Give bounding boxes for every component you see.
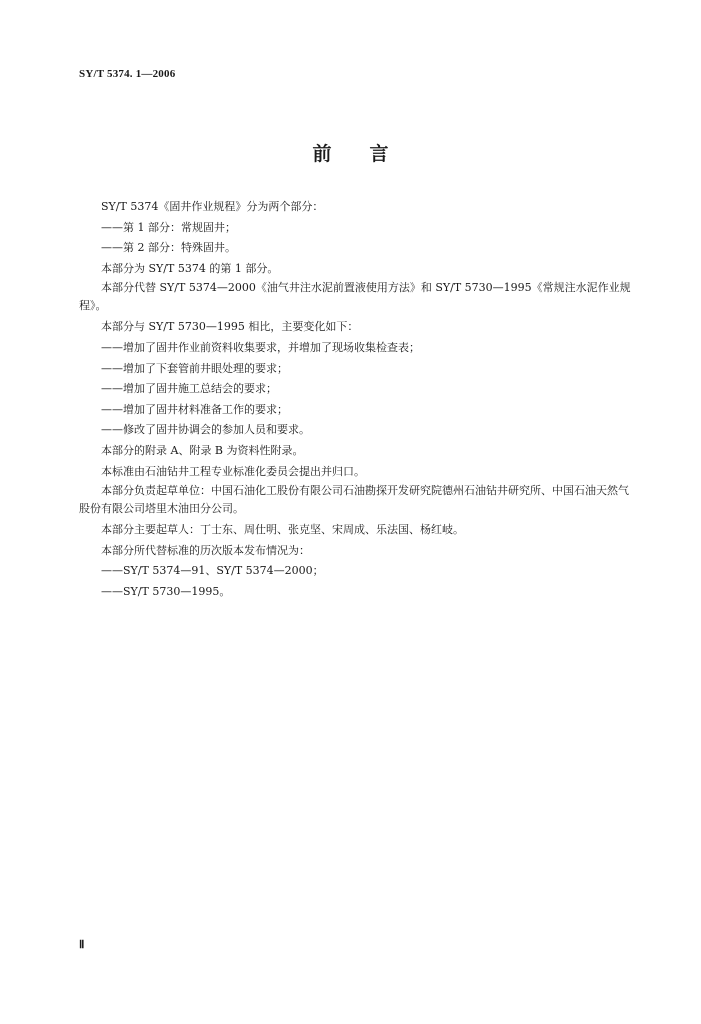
paragraph: 本部分主要起草人：丁士东、周仕明、张克坚、宋周成、乐法国、杨红岐。 xyxy=(101,523,464,537)
paragraph: 本部分为 SY/T 5374 的第 1 部分。 xyxy=(101,261,279,275)
paragraph: 本标准由石油钻井工程专业标准化委员会提出并归口。 xyxy=(101,464,365,478)
paragraph: ——第 1 部分：常规固井； xyxy=(101,220,236,234)
page-number: Ⅱ xyxy=(79,939,85,951)
paragraph: 本部分的附录 A、附录 B 为资料性附录。 xyxy=(101,443,304,457)
paragraph: ——第 2 部分：特殊固井。 xyxy=(101,241,236,255)
section-title: 前言 xyxy=(312,143,427,165)
paragraph: 本部分负责起草单位：中国石油化工股份有限公司石油勘探开发研究院德州石油钻井研究所、中国石油天然气股份有限公司塔里木油田分公司。 xyxy=(79,484,629,516)
paragraph: ——修改了固井协调会的参加人员和要求。 xyxy=(101,423,310,437)
standard-code-header: SY/T 5374. 1—2006 xyxy=(79,68,176,80)
foreword-body xyxy=(79,197,637,603)
paragraph: ——增加了下套管前井眼处理的要求； xyxy=(101,361,288,375)
paragraph: ——SY/T 5730—1995。 xyxy=(101,584,231,598)
paragraph: ——增加了固井材料准备工作的要求； xyxy=(101,402,288,416)
paragraph: ——增加了固井作业前资料收集要求，并增加了现场收集检查表； xyxy=(101,340,420,354)
paragraph: ——增加了固井施工总结会的要求； xyxy=(101,382,277,396)
paragraph: 本部分代替 SY/T 5374—2000《油气井注水泥前置液使用方法》和 SY/T 5730—1995《常规注水泥作业规程》。 xyxy=(79,281,631,313)
paragraph: SY/T 5374《固井作业规程》分为两个部分： xyxy=(101,200,324,213)
paragraph: 本部分与 SY/T 5730—1995 相比，主要变化如下： xyxy=(101,320,359,334)
paragraph: 本部分所代替标准的历次版本发布情况为： xyxy=(101,543,310,557)
paragraph: ——SY/T 5374—91、SY/T 5374—2000； xyxy=(101,564,324,578)
